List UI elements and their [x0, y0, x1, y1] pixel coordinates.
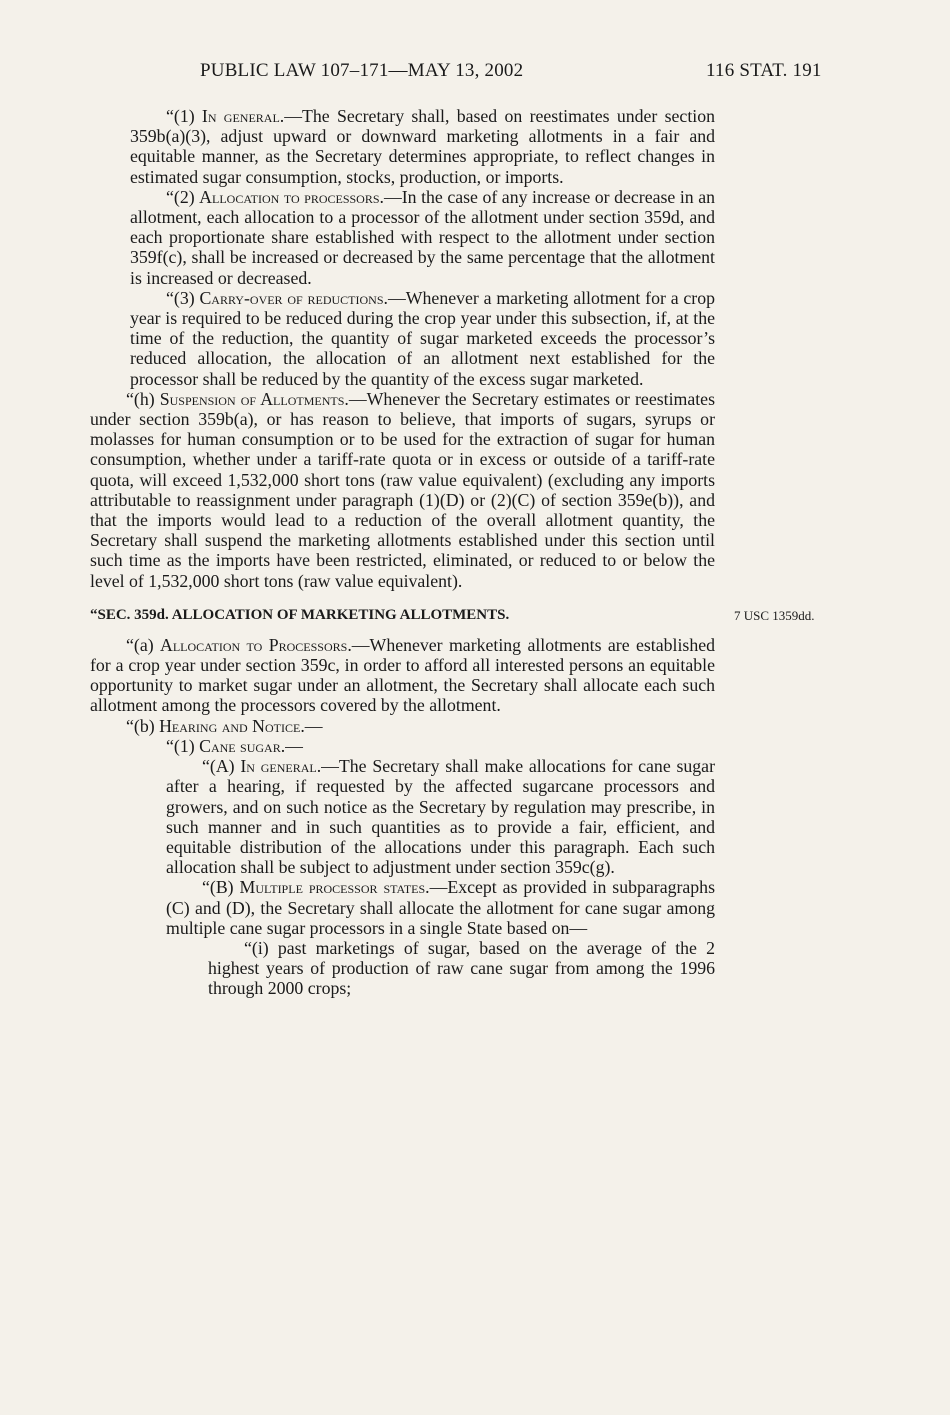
paragraph-designator: “(h) — [126, 388, 160, 409]
paragraph-designator: “(a) — [126, 634, 161, 655]
statute-paragraph — [90, 736, 715, 756]
paragraph-text: .— — [300, 715, 323, 736]
paragraph-heading: Allocation to Processors — [160, 634, 348, 655]
statute-paragraph — [90, 635, 715, 716]
paragraph-heading: Cane sugar — [199, 735, 281, 756]
margin-citation: 7 USC 1359dd. — [734, 607, 815, 623]
statute-page-number: 116 STAT. 191 — [706, 60, 822, 81]
paragraph-text: .—The Secretary shall make allocations for cane sugar after a hearing, if requested by the affected sugarcane processors and growers, and on such notice as the Secretary by regulation may prescribe, in such manner and in such quantities as to provide a fair, efficient, and equitable distribution of the allocations under this paragraph. Each such allocation shall be subject to adjustment under section 359c(g). — [166, 756, 715, 878]
section-heading-row — [90, 605, 815, 625]
statute-paragraph — [90, 187, 715, 288]
paragraph-text: .—Except as provided in subparagraphs (C) and (D), the Secretary shall allocate the allotment for cane sugar among multiple cane sugar processors in a single State based on— — [166, 877, 715, 938]
paragraph-heading: Allocation to processors — [199, 186, 380, 207]
statute-paragraph — [90, 877, 715, 938]
paragraph-designator: “(b) — [126, 715, 160, 736]
statute-paragraph — [90, 106, 715, 187]
paragraph-text: past marketings of sugar, based on the average of the 2 highest years of production of raw cane sugar from among the 1996 through 2000 crops; — [208, 937, 715, 999]
paragraph-designator: “(A) — [202, 756, 241, 777]
paragraph-designator: “(1) — [166, 735, 200, 756]
running-header — [0, 60, 950, 88]
paragraph-heading: In general — [201, 106, 280, 126]
statute-paragraph — [90, 288, 715, 389]
paragraph-heading: Suspension of Allotments — [159, 388, 345, 409]
statute-paragraph — [90, 756, 715, 877]
section-heading: “SEC. 359d. ALLOCATION OF MARKETING ALLOTMENTS. — [90, 606, 510, 623]
paragraph-text: .—The Secretary shall, based on reestimates under section 359b(a)(3), adjust upward or downward marketing allotments in a fair and equitable manner, as the Secretary determines appropriate, to reflect changes in estimated sugar consumption, stocks, production, or imports. — [130, 106, 715, 187]
paragraph-designator: “(i) — [244, 937, 278, 958]
paragraph-heading: Carry-over of reductions — [199, 287, 384, 308]
paragraph-text: .—Whenever the Secretary estimates or reestimates under section 359b(a), or has reason to believe, that imports of sugars, syrups or molasses for human consumption or to be used for the extraction of sugar for human consumption, whether under a tariff-rate quota or in excess or outside of a tariff-rate quota, will exceed 1,532,000 short tons (raw value equivalent) (excluding any imports attributable to reassignment under paragraph (1)(D) or (2)(C) of section 359e(b)), and that the imports would lead to a reduction of the overall allotment quantity, the Secretary shall suspend the marketing allotments established under this section until such time as the imports have been restricted, eliminated, or reduced to or below the level of 1,532,000 short tons (raw value equivalent). — [90, 388, 715, 591]
paragraph-designator: “(1) — [166, 106, 202, 126]
paragraph-text: .—Whenever marketing allotments are established for a crop year under section 359c, in order to afford all interested persons an equitable opportunity to market sugar under an allotment, the Secretary shall allocate each such allotment among the processors covered by the allotment. — [90, 634, 715, 716]
document-body — [90, 106, 815, 999]
paragraph-text: .—Whenever a marketing allotment for a crop year is required to be reduced during the crop year under this subsection, if, at the time of the reduction, the quantity of sugar marketed exceeds the processor’s reduced allocation, the allocation of an allotment next established for the processor shall be reduced by the quantity of the excess sugar marketed. — [130, 287, 716, 389]
paragraph-heading: Hearing and Notice — [159, 715, 301, 736]
paragraph-text: .—In the case of any increase or decrease in an allotment, each allocation to a processor of the allotment under section 359d, and each proportionate share established with respect to the allotment under section 359f(c), shall be increased or decreased by the same percentage that the allotment is increased or decreased. — [130, 186, 715, 288]
statute-paragraph — [90, 389, 715, 591]
paragraph-designator: “(B) — [202, 877, 240, 898]
paragraph-group-359d — [90, 635, 715, 999]
page-title: PUBLIC LAW 107–171—MAY 13, 2002 — [200, 60, 524, 81]
paragraph-text: .— — [280, 735, 303, 756]
paragraph-heading: In general — [240, 756, 317, 777]
paragraph-designator: “(3) — [166, 287, 200, 308]
statute-paragraph — [90, 716, 715, 736]
paragraph-designator: “(2) — [166, 186, 200, 207]
paragraph-group-359c — [90, 106, 715, 591]
statute-paragraph — [90, 938, 715, 999]
paragraph-heading: Multiple processor states — [239, 877, 426, 898]
